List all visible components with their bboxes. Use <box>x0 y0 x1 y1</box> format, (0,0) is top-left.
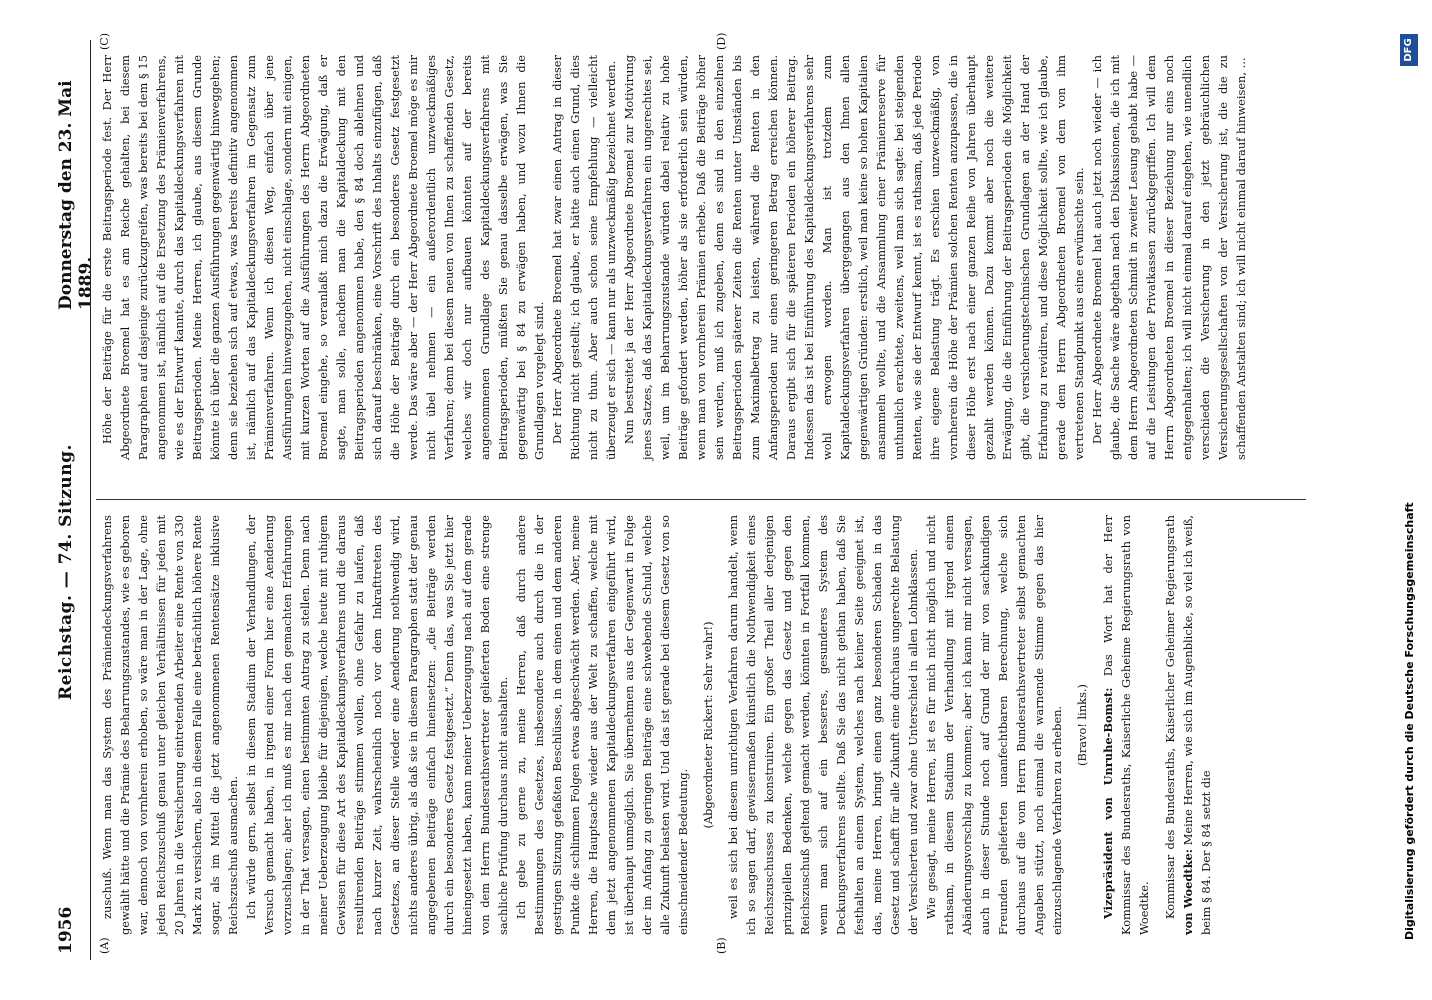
paragraph: zuschuß. Wenn man das System des Prämiendeckungsverfahrens gewählt hätte und die Prämie des Beharrungszustandes, wie es geboren war, dennoch von vornherein erhoben, so wäre man in der Lage, ohne jeden Reichszuschuß genau unter gleichen Verhältnissen für jeden mit 20 Jahren in die Versicherung eintretenden Arbeiter eine Rente von 330 Mark zu versichern, also in diesem Falle eine beträchtlich höhere Rente sogar, als im Mittel die jetzt angenommenen Rentensätze inklusive Reichszuschuß ausmachen. <box>100 515 240 935</box>
paragraph: Nun bestreitet ja der Herr Abgeordnete Broemel zur Motivirung jenes Satzes, daß das Kapitaldeckungsverfahren ein ungerechtes sei, weil, um im Beharrungszustande würden dabei relativ zu hohe Beiträge gefordert werden, höher als sie erforderlich sein würden, wenn man von vornherein Prämien erhebe. Daß die Beiträge höher sein werden, muß ich zugeben, denn es sind in den einzelnen Beitragsperioden späterer Zeiten die Renten unter Umständen bis zum Maximalbetrag zu leisten, während die Renten in den Anfangsperioden nur einen geringeren Betrag erreichen können. Daraus ergibt sich für die späteren Perioden ein höherer Beitrag. Indessen das ist bei Einführung des Kapitaldeckungsverfahrens sehr wohl erwogen worden. Man ist trotzdem zum Kapitaldeckungsverfahren übergegangen aus den Ihnen allen gegenwärtigen Gründen: erstlich, weil man keine so hohen Kapitalien ansammeln wollte, und die Ansammlung einer Prämienreserve für unthunlich erachtete, zweitens, weil man sich sagte: bei steigenden Renten, wie sie der Entwurf kennt, ist es rathsam, daß jede Periode ihre eigene Belastung trägt. Es erschien unzweckmäßig, von vornherein die Höhe der Prämien solchen Renten anzupassen, die in dieser Höhe erst nach einer ganzen Reihe von Jahren überhaupt gezahlt werden können. Dazu kommt aber noch die weitere Erwägung, die die Einführung der Beitragsperioden die Möglichkeit gibt, die versicherungstechnischen Grundlagen an der Hand der Erfahrung zu revidiren, und diese Möglichkeit sollte, wie ich glaube, gerade dem Herrn Abgeordneten Broemel von dem von ihm vertretenen Standpunkt aus eine erwünschte sein. <box>622 55 1086 460</box>
speaker-paragraph <box>1099 515 1153 935</box>
session-title: Reichstag. — 74. Sitzung. <box>56 444 76 700</box>
paragraph: Wie gesagt, meine Herren, ist es für mich nicht möglich und nicht rathsam, in diesem Stadium der Verhandlung mit irgend einem Abänderungsvorschlag zu kommen; aber ich kann mir nicht versagen, auch in dieser Stunde noch auf Grund der mir von sachkundigen Freunden gelieferten unanfechtbaren Berechnung, welche sich durchaus auf die vom Herrn Bundesrathsvertreter selbst gemachten Angaben stützt, noch einmal die warnende Stimme gegen das hier einzuschlagende Verfahren zu erheben. <box>924 515 1064 935</box>
interjection: (Abgeordneter Rickert: Sehr wahr!) <box>701 621 715 829</box>
header-rule <box>90 40 91 960</box>
speaker-name: von Woedtke: <box>1181 849 1195 935</box>
right-column <box>98 55 1250 460</box>
paragraph: Ich gebe zu gerne zu, meine Herren, daß durch andere Bestimmungen des Gesetzes, insbesondere auch durch die in der gestrigen Sitzung gefaßten Beschlüsse, in dem einen und dem anderen Punkte die schlimmen Folgen etwas abgeschwächt werden. Aber, meine Herren, die Hauptsache wieder aus der Welt zu schaffen, welche mit dem jetzt angenommenen Kapitaldeckungsverfahren eingeführt wird, ist überhaupt unmöglich. Sie übernehmen aus der Gegenwart in Folge der im Anfang zu geringen Beiträge eine schwebende Schuld, welche alle Zukunft belasten wird. Und das ist gerade bei diesem Gesetz von so einschneidender Bedeutung. <box>514 515 690 935</box>
paragraph: weil es sich bei diesem unrichtigen Verfahren darum handelt, wenn ich so sagen darf, gewissermaßen künstlich die Nothwendigkeit eines Reichszuschusses zu konstruiren. Ein großer Theil aller derjenigen prinzipiellen Bedenken, welche gegen das Gesetz und gegen den Reichszuschuß geltend gemacht werden, könnten in Fortfall kommen, wenn man sich auf ein besseres, gesunderes System des Deckungsverfahrens stellte. Daß Sie das nicht gethan haben, daß Sie festhalten an einem System, welches nach keiner Seite geeignet ist, das, meine Herren, bringt einen ganz besonderen Schaden in das Gesetz und schafft für alle Zukunft eine durchaus ungerechte Belastung der Versicherten und zwar ohne Unterschied in allen Lohnklassen. <box>726 515 920 935</box>
column-divider <box>96 499 1306 500</box>
left-column <box>98 515 1215 935</box>
page-number: 1956 <box>56 906 76 954</box>
paragraph: Höhe der Beiträge für die erste Beitragsperiode fest. Der Herr Abgeordnete Broemel hat es am Reiche gehalten, bei diesem Paragraphen auf dasjenige zurückzugreifen, was bereits bei dem § 15 angenommen ist, nämlich auf die Ersetzung des Prämienverfahrens, wie es der Entwurf kannte, durch das Kapitaldeckungsverfahren mit Beitragsperioden. Meine Herren, ich glaube, aus diesem Grunde könnte ich über die ganzen Ausführungen gegenwärtig hinweggehen; denn sie beziehen sich auf etwas, was bereits definitiv angenommen ist, nämlich auf das Kapitaldeckungsverfahren im Gegensatz zum Prämienverfahren. Wenn ich diesen Weg, einfach über jene Ausführungen hinwegzugehen, nicht einschlage, sondern mit einigen, mit kurzen Worten auf die Ausführungen des Herrn Abgeordneten Broemel eingehe, so veranlaßt mich dazu die Erwägung, daß er sagte, man solle, nachdem man die Kapitaldeckung mit den Beitragsperioden angenommen habe, den § 84 doch ablehnen und sich darauf beschränken, eine Vorschrift des Inhalts einzufügen, daß die Höhe der Beiträge durch ein besonderes Gesetz festgesetzt werde. Das wäre aber — der Herr Abgeordnete Broemel möge es mir nicht übel nehmen — ein außerordentlich unzweckmäßiges Verfahren; denn bei diesem neuen von Ihnen zu schaffenden Gesetz, welches wir doch nur aufbauen könnten auf der bereits angenommenen Grundlage des Kapitaldeckungsverfahrens mit Beitragsperioden, müßten Sie genau dasselbe erwägen, was Sie gegenwärtig bei § 84 zu erwägen haben, und wozu Ihnen die Grundlagen vorgelegt sind. <box>100 55 546 460</box>
margin-mark-a: (A) <box>98 937 111 954</box>
paragraph: Der Herr Abgeordnete Broemel hat auch jetzt noch wieder — ich glaube, die Sache wäre abgethan nach den Diskussionen, die ich mit dem Herrn Abgeordneten Schmidt in zweiter Lesung gehabt habe — auf die Leistungen der Privatkassen zurückgegriffen. Ich will dem Herrn Abgeordneten Broemel in dieser Beziehung nur eins noch entgegenhalten; ich will nicht einmal darauf eingehen, wie unendlich verschieden die Versicherung in den jetzt gebräuchlichen Versicherungsgesellschaften von der Versicherung ist, die die zu schaffenden Anstalten sind; ich will nicht einmal darauf hinweisen, ... <box>1090 55 1248 460</box>
margin-mark-c: (C) <box>98 33 111 50</box>
margin-mark-b: (B) <box>715 937 728 954</box>
applause-note: (Bravo! links.) <box>1075 684 1089 766</box>
digitization-footer <box>1400 30 1424 940</box>
paragraph: Ich würde gern, selbst in diesem Stadium der Verhandlungen, der Versuch gemacht haben, in irgend einer Form hier eine Aenderung vorzuschlagen; aber ich muß es mir nach den gemachten Erfahrungen in der That versagen, einen bestimmten Antrag zu stellen. Denn nach meiner Ueberzeugung bleibe für diejenigen, welche heute mit ruhigem Gewissen für diese Art des Kapitaldeckungsverfahrens und die daraus resultirenden Beiträge stimmen wollen, ohne Gefahr zu laufen, daß nach kurzer Zeit, wahrscheinlich noch vor dem Inkrafttreten des Gesetzes, an dieser Stelle wieder eine Aenderung nothwendig wird, nichts anderes übrig, als daß sie in diesem Paragraphen statt der genau angegebenen Beiträge einfach hineinsetzen: „die Beiträge werden durch ein besonderes Gesetz festgesetzt.“ Denn das, was Sie jetzt hier hineingesetzt haben, kann meiner Ueberzeugung nach auf dem gerade von dem Herrn Bundesrathsvertreter gelieferten Boden eine strenge sachliche Prüfung durchaus nicht aushalten. <box>244 515 510 935</box>
session-date: Donnerstag den 23. Mai 1889. <box>56 80 96 310</box>
speaker-name: Vizepräsident von Unruhe-Bomst: <box>1101 687 1115 919</box>
speaker-role: Kommissar des Bundesraths, Kaiserlicher Geheimer Regierungsrath <box>1163 515 1177 919</box>
speaker-paragraph <box>1161 515 1215 935</box>
dfg-logo: DFG <box>1400 34 1418 66</box>
speech-text: Das Wort hat der Herr Kommissar des Bundesraths, Kaiserliche Geheime Regierungsrath von Woedtke. <box>1101 515 1151 935</box>
margin-mark-d: (D) <box>715 32 728 50</box>
paragraph: Der Herr Abgeordnete Broemel hat zwar einen Antrag in dieser Richtung nicht gestellt; ich glaube, er hätte auch einen Grund, dies nicht zu thun. Aber auch schon seine Empfehlung — vielleicht überzeugt er sich — kann nur als unzweckmäßig bezeichnet werden. <box>550 55 618 460</box>
speech-text: Meine Herren, wie sich im Augenblicke, so viel ich weiß, beim § 84. Der § 84 setzt die <box>1181 515 1213 935</box>
page-header <box>52 40 96 960</box>
funding-notice: Digitalisierung gefördert durch die Deutsche Forschungsgemeinschaft <box>1403 502 1416 940</box>
